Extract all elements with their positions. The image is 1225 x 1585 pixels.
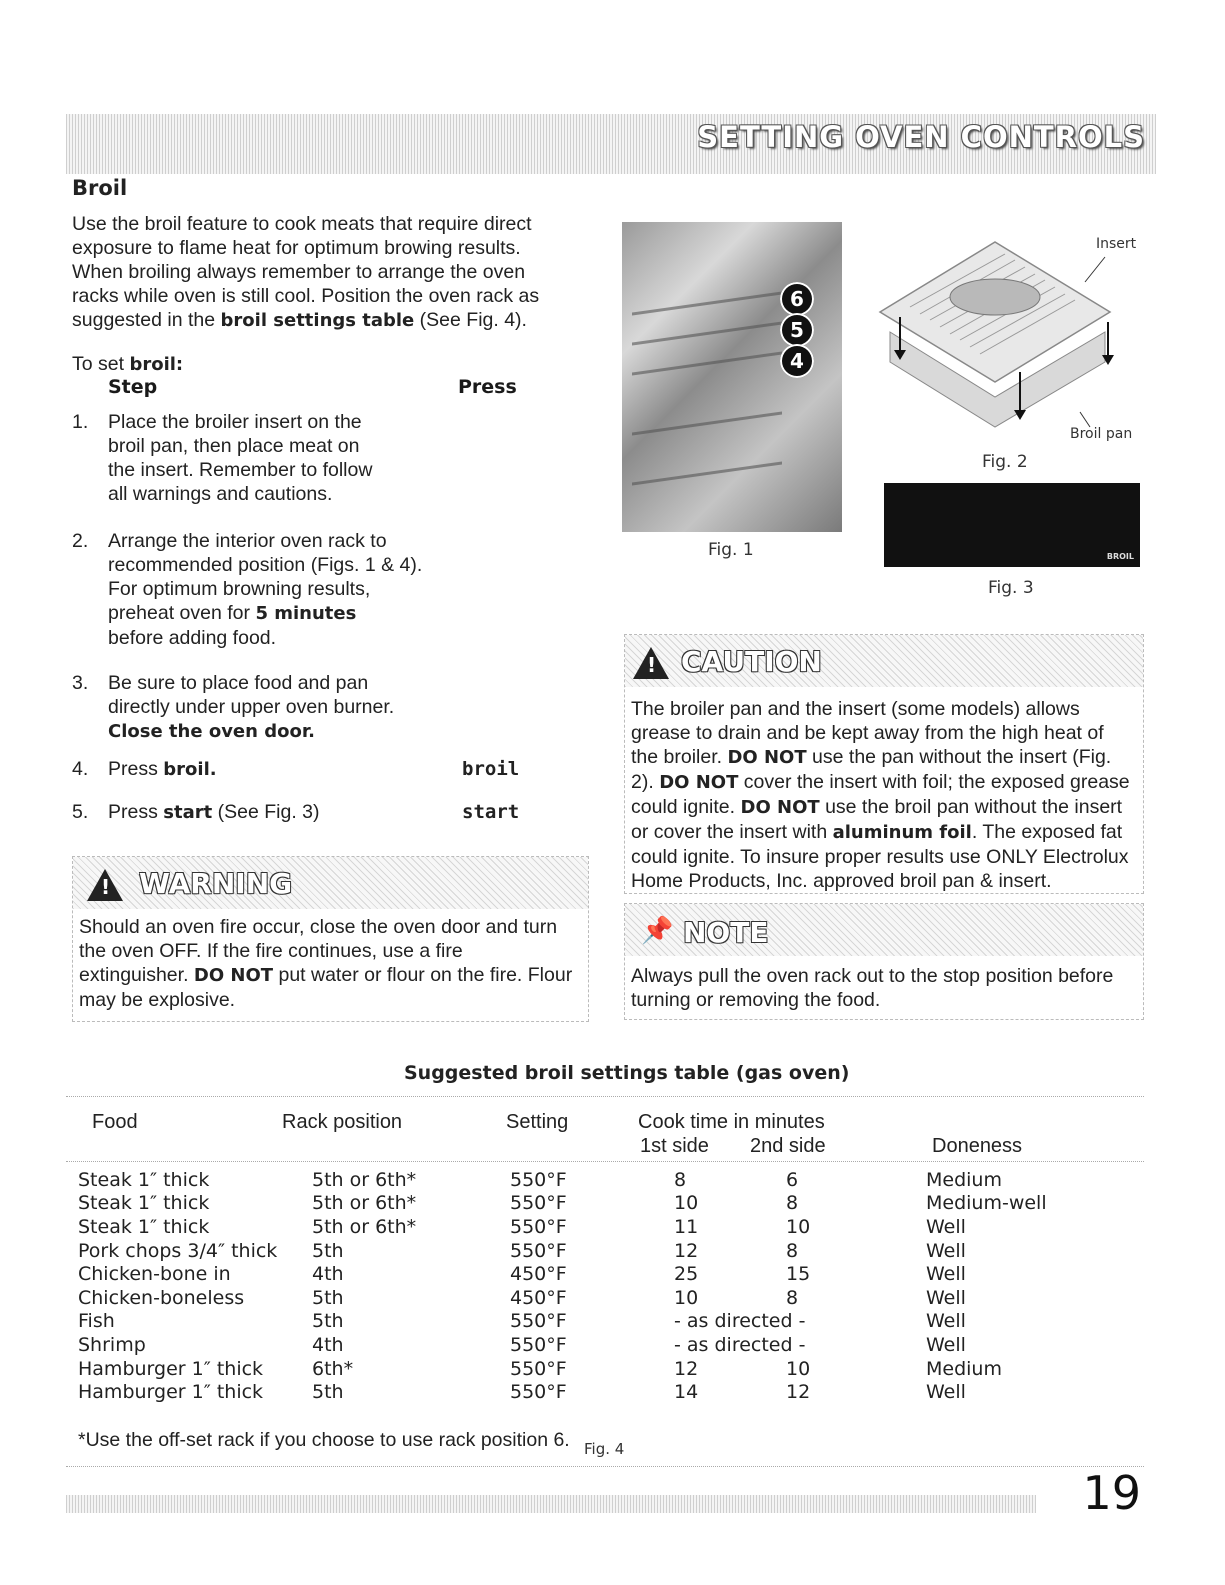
header-setting: Setting <box>506 1111 569 1133</box>
step-line: the insert. Remember to follow <box>108 459 373 481</box>
cell-side2: 8 <box>786 1192 799 1215</box>
header-2nd-side: 2nd side <box>750 1135 826 1157</box>
step-line: Be sure to place food and pan <box>108 672 369 694</box>
cell-side1: 8 <box>674 1168 687 1191</box>
table-title: Suggested broil settings table (gas oven) <box>404 1062 850 1084</box>
cell-doneness: Medium <box>926 1168 1002 1191</box>
cell-side1: 10 <box>674 1286 699 1309</box>
warning-title: WARNING <box>139 867 293 900</box>
intro-line: racks while oven is still cool. Position the oven rack as <box>72 285 540 307</box>
cell-food: Shrimp <box>78 1333 146 1356</box>
caution-bold: DO NOT <box>727 747 807 768</box>
step-text-part: (See Fig. 3) <box>212 801 320 823</box>
warning-text-part: put water or flour on the fire. Flour <box>273 964 573 986</box>
cell-side2: 6 <box>786 1168 799 1191</box>
caution-line: Home Products, Inc. approved broil pan & insert. <box>631 870 1052 892</box>
note-box <box>624 903 1144 1020</box>
divider <box>66 1466 1144 1467</box>
table-row <box>78 1380 1086 1404</box>
cell-setting: 550°F <box>510 1310 567 1333</box>
step-bold: Close the oven door. <box>108 721 315 742</box>
step-number: 2. <box>72 530 89 552</box>
cell-food: Steak 1″ thick <box>78 1168 210 1191</box>
intro-line: When broiling always remember to arrange the oven <box>72 261 526 283</box>
fig4-caption: Fig. 4 <box>584 1440 625 1458</box>
table-row <box>78 1333 1086 1357</box>
cell-doneness: Well <box>926 1286 966 1309</box>
warning-line <box>79 963 582 988</box>
caution-line <box>631 770 1137 795</box>
press-column-header: Press <box>458 376 517 398</box>
table-row <box>78 1215 1086 1239</box>
cell-food: Pork chops 3/4″ thick <box>78 1239 278 1262</box>
caution-text-part: . The exposed fat <box>971 821 1123 843</box>
cell-side2: 12 <box>786 1381 811 1404</box>
cell-side2: 15 <box>786 1263 811 1286</box>
caution-line <box>631 795 1137 820</box>
cell-setting: 450°F <box>510 1263 567 1286</box>
step-number: 5. <box>72 801 89 823</box>
page-header-title: SETTING OVEN CONTROLS <box>697 120 1145 154</box>
caution-line: grease to drain and be kept away from the high heat of <box>631 722 1104 744</box>
step-line: Place the broiler insert on the <box>108 411 362 433</box>
rack-position-badge-5: 5 <box>780 313 814 347</box>
press-start-key: start <box>462 801 520 823</box>
header-food: Food <box>92 1111 138 1133</box>
caution-text-part: the broiler. <box>631 746 728 768</box>
header-1st-side: 1st side <box>640 1135 709 1157</box>
to-set-bold: broil: <box>129 354 184 375</box>
caution-bold: DO NOT <box>659 772 739 793</box>
step-bold: broil. <box>163 759 217 780</box>
cell-rack: 4th <box>312 1263 344 1286</box>
cell-food: Steak 1″ thick <box>78 1215 210 1238</box>
cell-doneness: Medium <box>926 1357 1002 1380</box>
caution-line: could ignite. To insure proper results use ONLY Electrolux <box>631 846 1129 868</box>
cell-rack: 6th* <box>312 1357 354 1380</box>
cell-doneness: Well <box>926 1215 966 1238</box>
warning-line: the oven OFF. If the fire continues, use a fire <box>79 940 463 962</box>
note-title: NOTE <box>683 916 769 949</box>
warning-text <box>79 915 582 1012</box>
cell-food: Hamburger 1″ thick <box>78 1357 264 1380</box>
step-line: directly under upper oven burner. <box>108 696 395 718</box>
cell-rack: 5th or 6th* <box>312 1215 417 1238</box>
cell-doneness: Well <box>926 1239 966 1262</box>
press-broil-key: broil <box>462 758 520 780</box>
cell-side2: 8 <box>786 1239 799 1262</box>
step-text-part: Press <box>108 758 164 780</box>
cell-doneness: Well <box>926 1381 966 1404</box>
cell-doneness: Well <box>926 1333 966 1356</box>
cell-setting: 450°F <box>510 1286 567 1309</box>
step-text-part: preheat oven for <box>108 602 256 624</box>
cell-food: Fish <box>78 1310 115 1333</box>
warning-line: may be explosive. <box>79 989 236 1011</box>
header-cook-time: Cook time in minutes <box>638 1111 825 1133</box>
step-line: recommended position (Figs. 1 & 4). <box>108 554 423 576</box>
cell-setting: 550°F <box>510 1192 567 1215</box>
cell-rack: 5th <box>312 1310 344 1333</box>
broil-settings-table <box>78 1168 1086 1404</box>
table-row <box>78 1286 1086 1310</box>
warning-line: Should an oven fire occur, close the oven door and turn <box>79 916 558 938</box>
cell-food: Hamburger 1″ thick <box>78 1381 264 1404</box>
caution-text-part: use the pan without the insert (Fig. <box>806 746 1112 768</box>
cell-setting: 550°F <box>510 1168 567 1191</box>
table-row <box>78 1357 1086 1381</box>
step-number: 3. <box>72 672 89 694</box>
fig3-control-panel <box>884 483 1140 567</box>
header-doneness: Doneness <box>932 1135 1023 1157</box>
step-text <box>108 410 438 506</box>
to-set-label <box>72 352 183 377</box>
to-set-prefix: To set <box>72 353 130 375</box>
caution-bold: aluminum foil <box>832 822 972 843</box>
intro-line <box>72 308 552 333</box>
fig1-caption: Fig. 1 <box>708 540 754 560</box>
step-line: all warnings and cautions. <box>108 483 333 505</box>
intro-paragraph <box>72 212 552 333</box>
broil-settings-table-ref: broil settings table <box>220 310 415 331</box>
rack-position-badge-4: 4 <box>780 344 814 378</box>
table-row <box>78 1168 1086 1192</box>
caution-text-part: use the broil pan without the insert <box>819 796 1123 818</box>
intro-line: Use the broil feature to cook meats that require direct <box>72 213 532 235</box>
cell-side1: - as directed - <box>674 1333 806 1356</box>
cell-doneness: Well <box>926 1310 966 1333</box>
table-row <box>78 1310 1086 1334</box>
divider <box>66 1096 1144 1097</box>
cell-side1: 25 <box>674 1263 699 1286</box>
cell-side1: 11 <box>674 1215 699 1238</box>
cell-rack: 4th <box>312 1333 344 1356</box>
cell-rack: 5th <box>312 1286 344 1309</box>
step-text <box>108 529 468 650</box>
cell-rack: 5th or 6th* <box>312 1168 417 1191</box>
cell-setting: 550°F <box>510 1215 567 1238</box>
cell-setting: 550°F <box>510 1357 567 1380</box>
intro-line: exposure to flame heat for optimum browing results. <box>72 237 521 259</box>
step-bold: start <box>163 802 213 823</box>
table-row <box>78 1239 1086 1263</box>
step-text <box>108 800 438 825</box>
cell-rack: 5th <box>312 1239 344 1262</box>
pushpin-icon: 📌 <box>641 916 674 946</box>
table-row <box>78 1262 1086 1286</box>
caution-text <box>631 697 1137 893</box>
caution-line <box>631 820 1137 845</box>
caution-line <box>631 745 1137 770</box>
cell-rack: 5th <box>312 1381 344 1404</box>
intro-text: suggested in the <box>72 309 221 331</box>
caution-line: The broiler pan and the insert (some models) allows <box>631 698 1080 720</box>
broil-key-label: BROIL <box>1106 552 1134 561</box>
step-line: For optimum browning results, <box>108 578 371 600</box>
step-text <box>108 757 438 782</box>
caution-bold: DO NOT <box>740 797 820 818</box>
warning-triangle-icon: ! <box>633 647 669 679</box>
cell-side1: 14 <box>674 1381 699 1404</box>
cell-food: Steak 1″ thick <box>78 1192 210 1215</box>
fig2-broil-pan-illustration <box>860 222 1133 442</box>
cell-setting: 550°F <box>510 1381 567 1404</box>
caution-text-part: or cover the insert with <box>631 821 833 843</box>
fig3-caption: Fig. 3 <box>988 578 1034 598</box>
step-number: 4. <box>72 758 89 780</box>
warning-text-part: extinguisher. <box>79 964 194 986</box>
cell-side2: 8 <box>786 1286 799 1309</box>
warning-bold: DO NOT <box>193 965 274 986</box>
step-line: Arrange the interior oven rack to <box>108 530 387 552</box>
section-title: Broil <box>72 176 128 200</box>
step-line: before adding food. <box>108 627 277 649</box>
page-number: 19 <box>1082 1466 1141 1520</box>
rack-position-badge-6: 6 <box>780 282 814 316</box>
warning-box <box>72 856 589 1022</box>
fig2-caption: Fig. 2 <box>982 452 1028 472</box>
note-line: turning or removing the food. <box>631 989 881 1011</box>
cell-doneness: Medium-well <box>926 1192 1047 1215</box>
step-line <box>108 719 468 744</box>
cell-side1: - as directed - <box>674 1310 806 1333</box>
caution-text-part: could ignite. <box>631 796 741 818</box>
footer-bar <box>66 1495 1036 1513</box>
broil-pan-label: Broil pan <box>1070 426 1133 442</box>
cell-doneness: Well <box>926 1263 966 1286</box>
step-text <box>108 671 468 744</box>
divider <box>66 1161 1144 1162</box>
caution-title: CAUTION <box>681 645 822 678</box>
caution-text-part: 2). <box>631 771 660 793</box>
cell-side1: 12 <box>674 1357 699 1380</box>
cell-side1: 10 <box>674 1192 699 1215</box>
table-footnote: *Use the off-set rack if you choose to use rack position 6. <box>78 1429 570 1451</box>
step-column-header: Step <box>108 376 158 398</box>
caution-text-part: cover the insert with foil; the exposed grease <box>738 771 1130 793</box>
step-number: 1. <box>72 411 89 433</box>
step-line <box>108 601 468 626</box>
cell-side2: 10 <box>786 1215 811 1238</box>
cell-setting: 550°F <box>510 1333 567 1356</box>
warning-triangle-icon: ! <box>87 869 123 901</box>
fig1-oven-rack-photo <box>622 222 842 532</box>
step-line: broil pan, then place meat on <box>108 435 360 457</box>
cell-side1: 12 <box>674 1239 699 1262</box>
note-line: Always pull the oven rack out to the stop position before <box>631 965 1114 987</box>
intro-text: (See Fig. 4). <box>414 309 527 331</box>
table-row <box>78 1192 1086 1216</box>
cell-rack: 5th or 6th* <box>312 1192 417 1215</box>
cell-food: Chicken-bone in <box>78 1263 231 1286</box>
note-text <box>631 964 1137 1012</box>
header-rack-position: Rack position <box>282 1111 403 1133</box>
cell-setting: 550°F <box>510 1239 567 1262</box>
cell-food: Chicken-boneless <box>78 1286 245 1309</box>
step-text-part: Press <box>108 801 164 823</box>
cell-side2: 10 <box>786 1357 811 1380</box>
step-bold: 5 minutes <box>255 603 357 624</box>
caution-box <box>624 634 1144 894</box>
insert-label: Insert <box>1096 236 1137 252</box>
